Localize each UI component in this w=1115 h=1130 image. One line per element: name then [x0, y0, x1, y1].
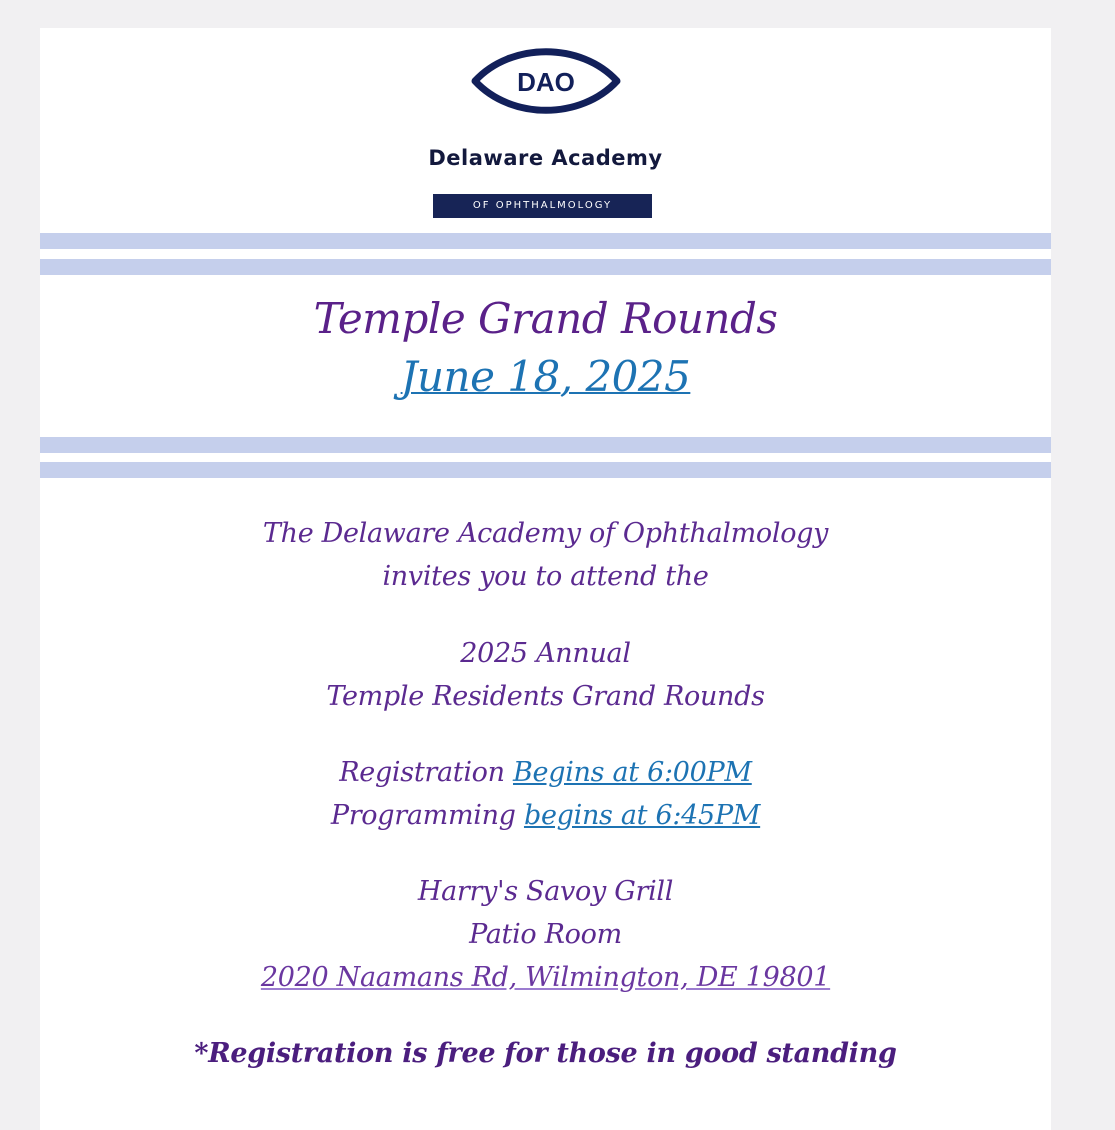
- event-date-link[interactable]: June 18, 2025: [400, 352, 691, 401]
- divider-stripe: [40, 462, 1051, 478]
- programming-label: Programming: [330, 800, 516, 831]
- divider-stripe: [40, 437, 1051, 453]
- divider-stripe: [40, 259, 1051, 275]
- programming-row: [40, 794, 1051, 837]
- logo-text: DAO: [517, 67, 575, 97]
- invitation-line: The Delaware Academy of Ophthalmology: [262, 518, 829, 549]
- venue-address-link[interactable]: 2020 Naamans Rd, Wilmington, DE 19801: [260, 962, 831, 993]
- event-title: Temple Grand Rounds: [313, 294, 778, 343]
- invitation-line: invites you to attend the: [382, 561, 709, 592]
- registration-row: [40, 751, 1051, 794]
- programming-time-link[interactable]: begins at 6:45PM: [523, 800, 761, 831]
- logo-header: [40, 28, 1051, 228]
- organization-subtitle: OF OPHTHALMOLOGY: [433, 194, 652, 218]
- eye-logo-icon: [471, 48, 621, 114]
- invitation-body: [40, 512, 1051, 1075]
- venue-room: Patio Room: [469, 919, 622, 950]
- registration-time-link[interactable]: Begins at 6:00PM: [513, 757, 752, 788]
- divider-stripe: [40, 233, 1051, 249]
- invitation-line: Temple Residents Grand Rounds: [326, 681, 765, 712]
- registration-note: *Registration is free for those in good standing: [194, 1038, 897, 1069]
- invitation-line: 2025 Annual: [460, 638, 631, 669]
- venue-name: Harry's Savoy Grill: [417, 876, 674, 907]
- registration-label: Registration: [339, 757, 505, 788]
- organization-name: Delaware Academy: [428, 146, 663, 170]
- event-heading: [40, 290, 1051, 406]
- newsletter-page: [40, 28, 1051, 1130]
